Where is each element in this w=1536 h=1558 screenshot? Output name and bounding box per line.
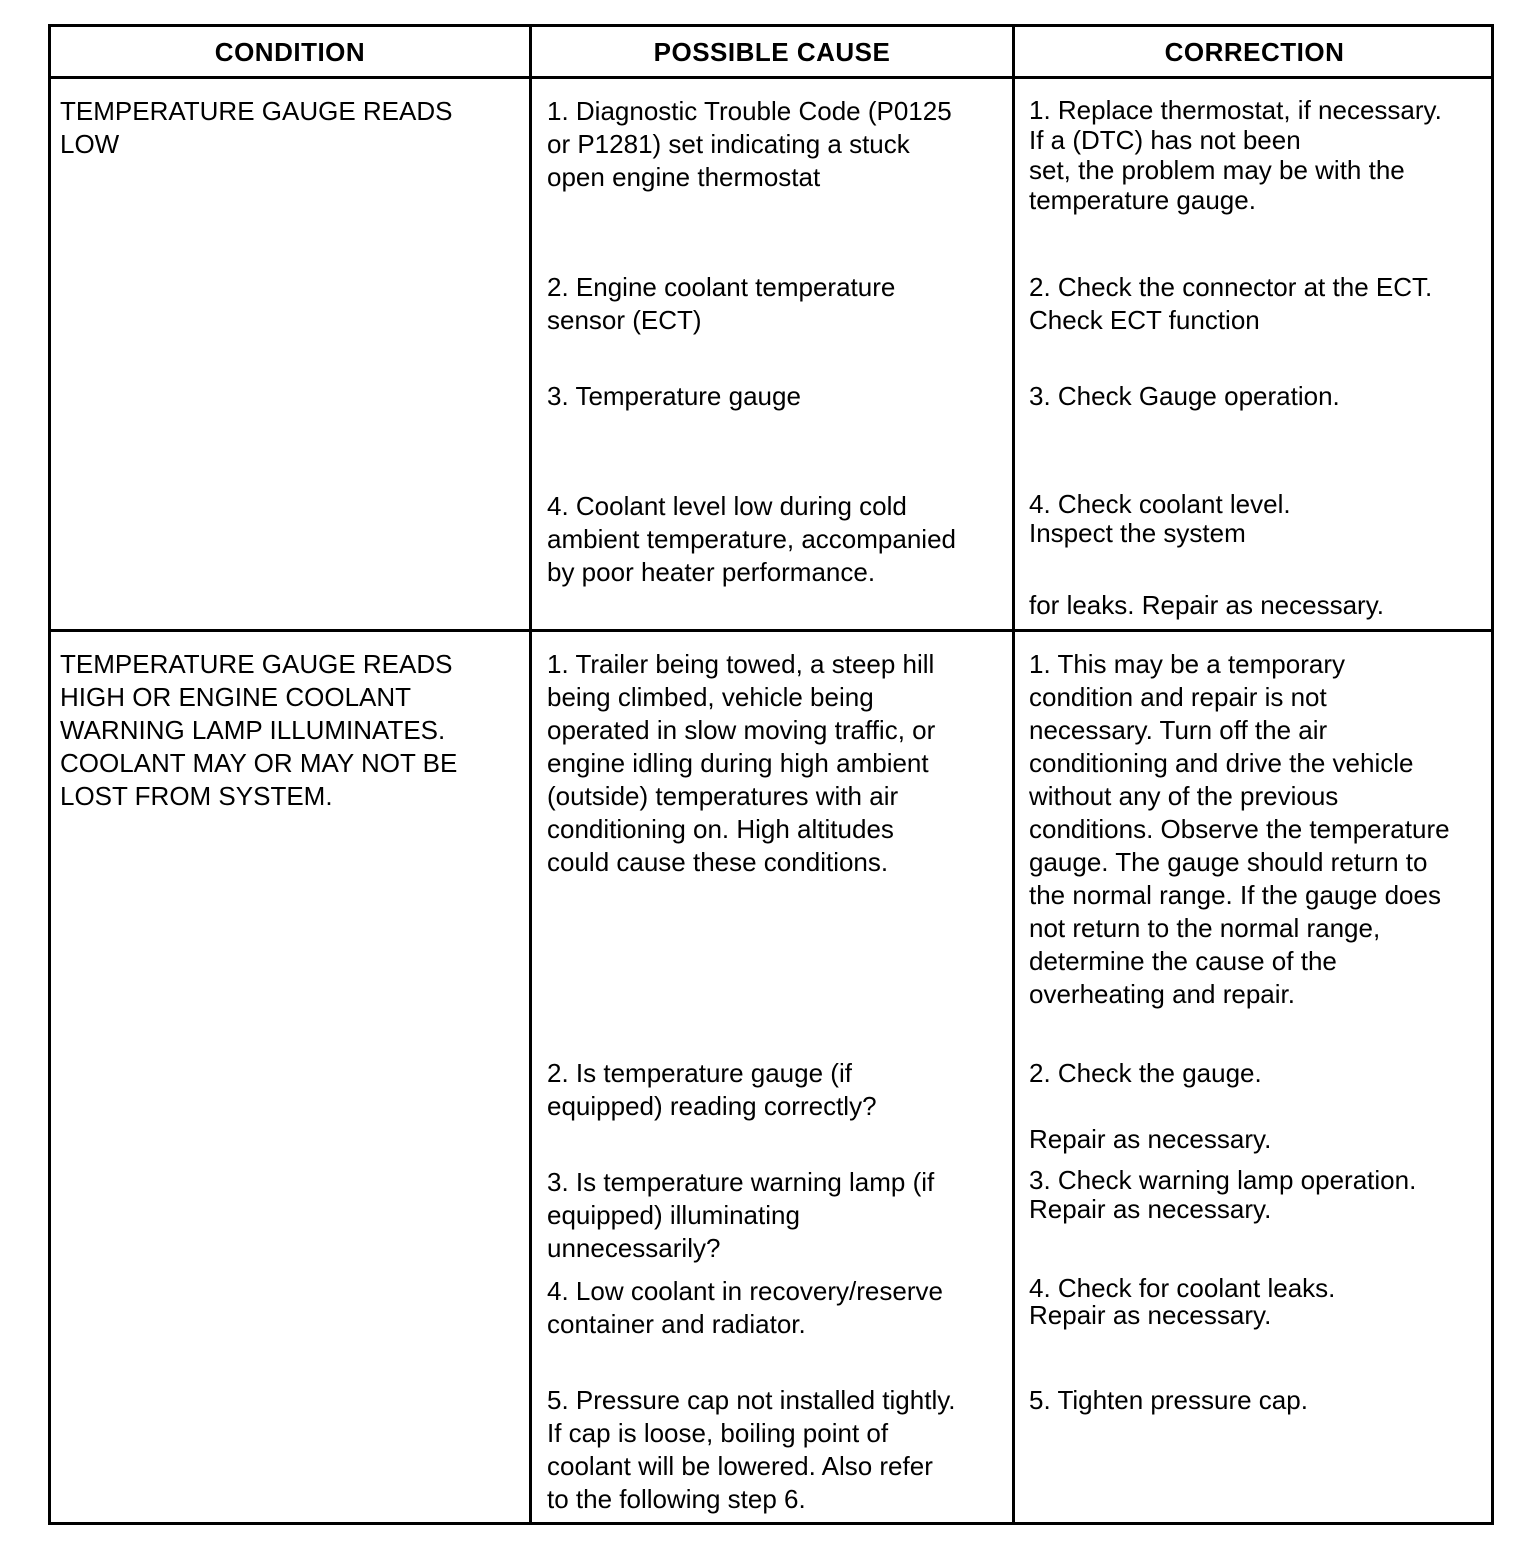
cause-cell: 2. Engine coolant temperature sensor (ECT) xyxy=(547,272,896,335)
cause-cell: 4. Low coolant in recovery/reserve container and radiator. xyxy=(547,1276,943,1339)
condition-cell: TEMPERATURE GAUGE READS HIGH OR ENGINE COOLANT WARNING LAMP ILLUMINATES. COOLANT MAY OR MAY NOT BE LOST FROM SYSTEM. xyxy=(60,649,458,811)
header-correction: CORRECTION xyxy=(1164,37,1345,67)
cause-cell: 1. Diagnostic Trouble Code (P0125 or P1281) set indicating a stuck open engine thermostat xyxy=(547,96,952,192)
correction-cell: 3. Check Gauge operation. xyxy=(1029,381,1340,411)
cause-cell: 4. Coolant level low during cold ambient temperature, accompanied by poor heater performance. xyxy=(547,491,957,587)
row-divider xyxy=(51,629,1491,632)
cause-cell: 2. Is temperature gauge (if equipped) reading correctly? xyxy=(547,1058,877,1121)
column-divider-2 xyxy=(1012,27,1015,1522)
column-divider-1 xyxy=(529,27,532,1522)
header-possible-cause: POSSIBLE CAUSE xyxy=(653,37,891,67)
cause-cell: 3. Is temperature warning lamp (if equipped) illuminating unnecessarily? xyxy=(547,1167,935,1263)
correction-cell: 5. Tighten pressure cap. xyxy=(1029,1385,1308,1415)
cause-cell: 5. Pressure cap not installed tightly. If cap is loose, boiling point of coolant will be lowered. Also refer to the following step 6. xyxy=(547,1385,956,1514)
correction-cell: 2. Check the connector at the ECT. Check ECT function xyxy=(1029,272,1433,335)
correction-cell-continued: for leaks. Repair as necessary. xyxy=(1029,590,1384,620)
correction-cell: 3. Check warning lamp operation. Repair as necessary. xyxy=(1029,1165,1417,1224)
correction-cell: 1. This may be a temporary condition and repair is not necessary. Turn off the air conditioning and drive the vehicle without any of the previous conditions. Observe the temperature gauge. The gauge should return to the normal range. If the gauge does not return to the normal range, determine the cause of the overheating and repair. xyxy=(1029,649,1450,1009)
correction-cell: 4. Check for coolant leaks. Repair as necessary. xyxy=(1029,1273,1336,1330)
cause-cell: 1. Trailer being towed, a steep hill being climbed, vehicle being operated in slow moving traffic, or engine idling during high ambient (outside) temperatures with air conditioning on. High altitudes could cause these conditions. xyxy=(547,649,936,877)
correction-cell: 4. Check coolant level. Inspect the system xyxy=(1029,489,1291,548)
cause-cell: 3. Temperature gauge xyxy=(547,381,801,411)
correction-cell-continued: Repair as necessary. xyxy=(1029,1124,1272,1154)
correction-cell: 1. Replace thermostat, if necessary. If a (DTC) has not been set, the problem may be with the temperature gauge. xyxy=(1029,95,1442,215)
correction-cell: 2. Check the gauge. xyxy=(1029,1058,1262,1088)
header-condition: CONDITION xyxy=(214,37,366,67)
diagnosis-table xyxy=(48,24,1494,1525)
condition-cell: TEMPERATURE GAUGE READS LOW xyxy=(60,96,453,159)
